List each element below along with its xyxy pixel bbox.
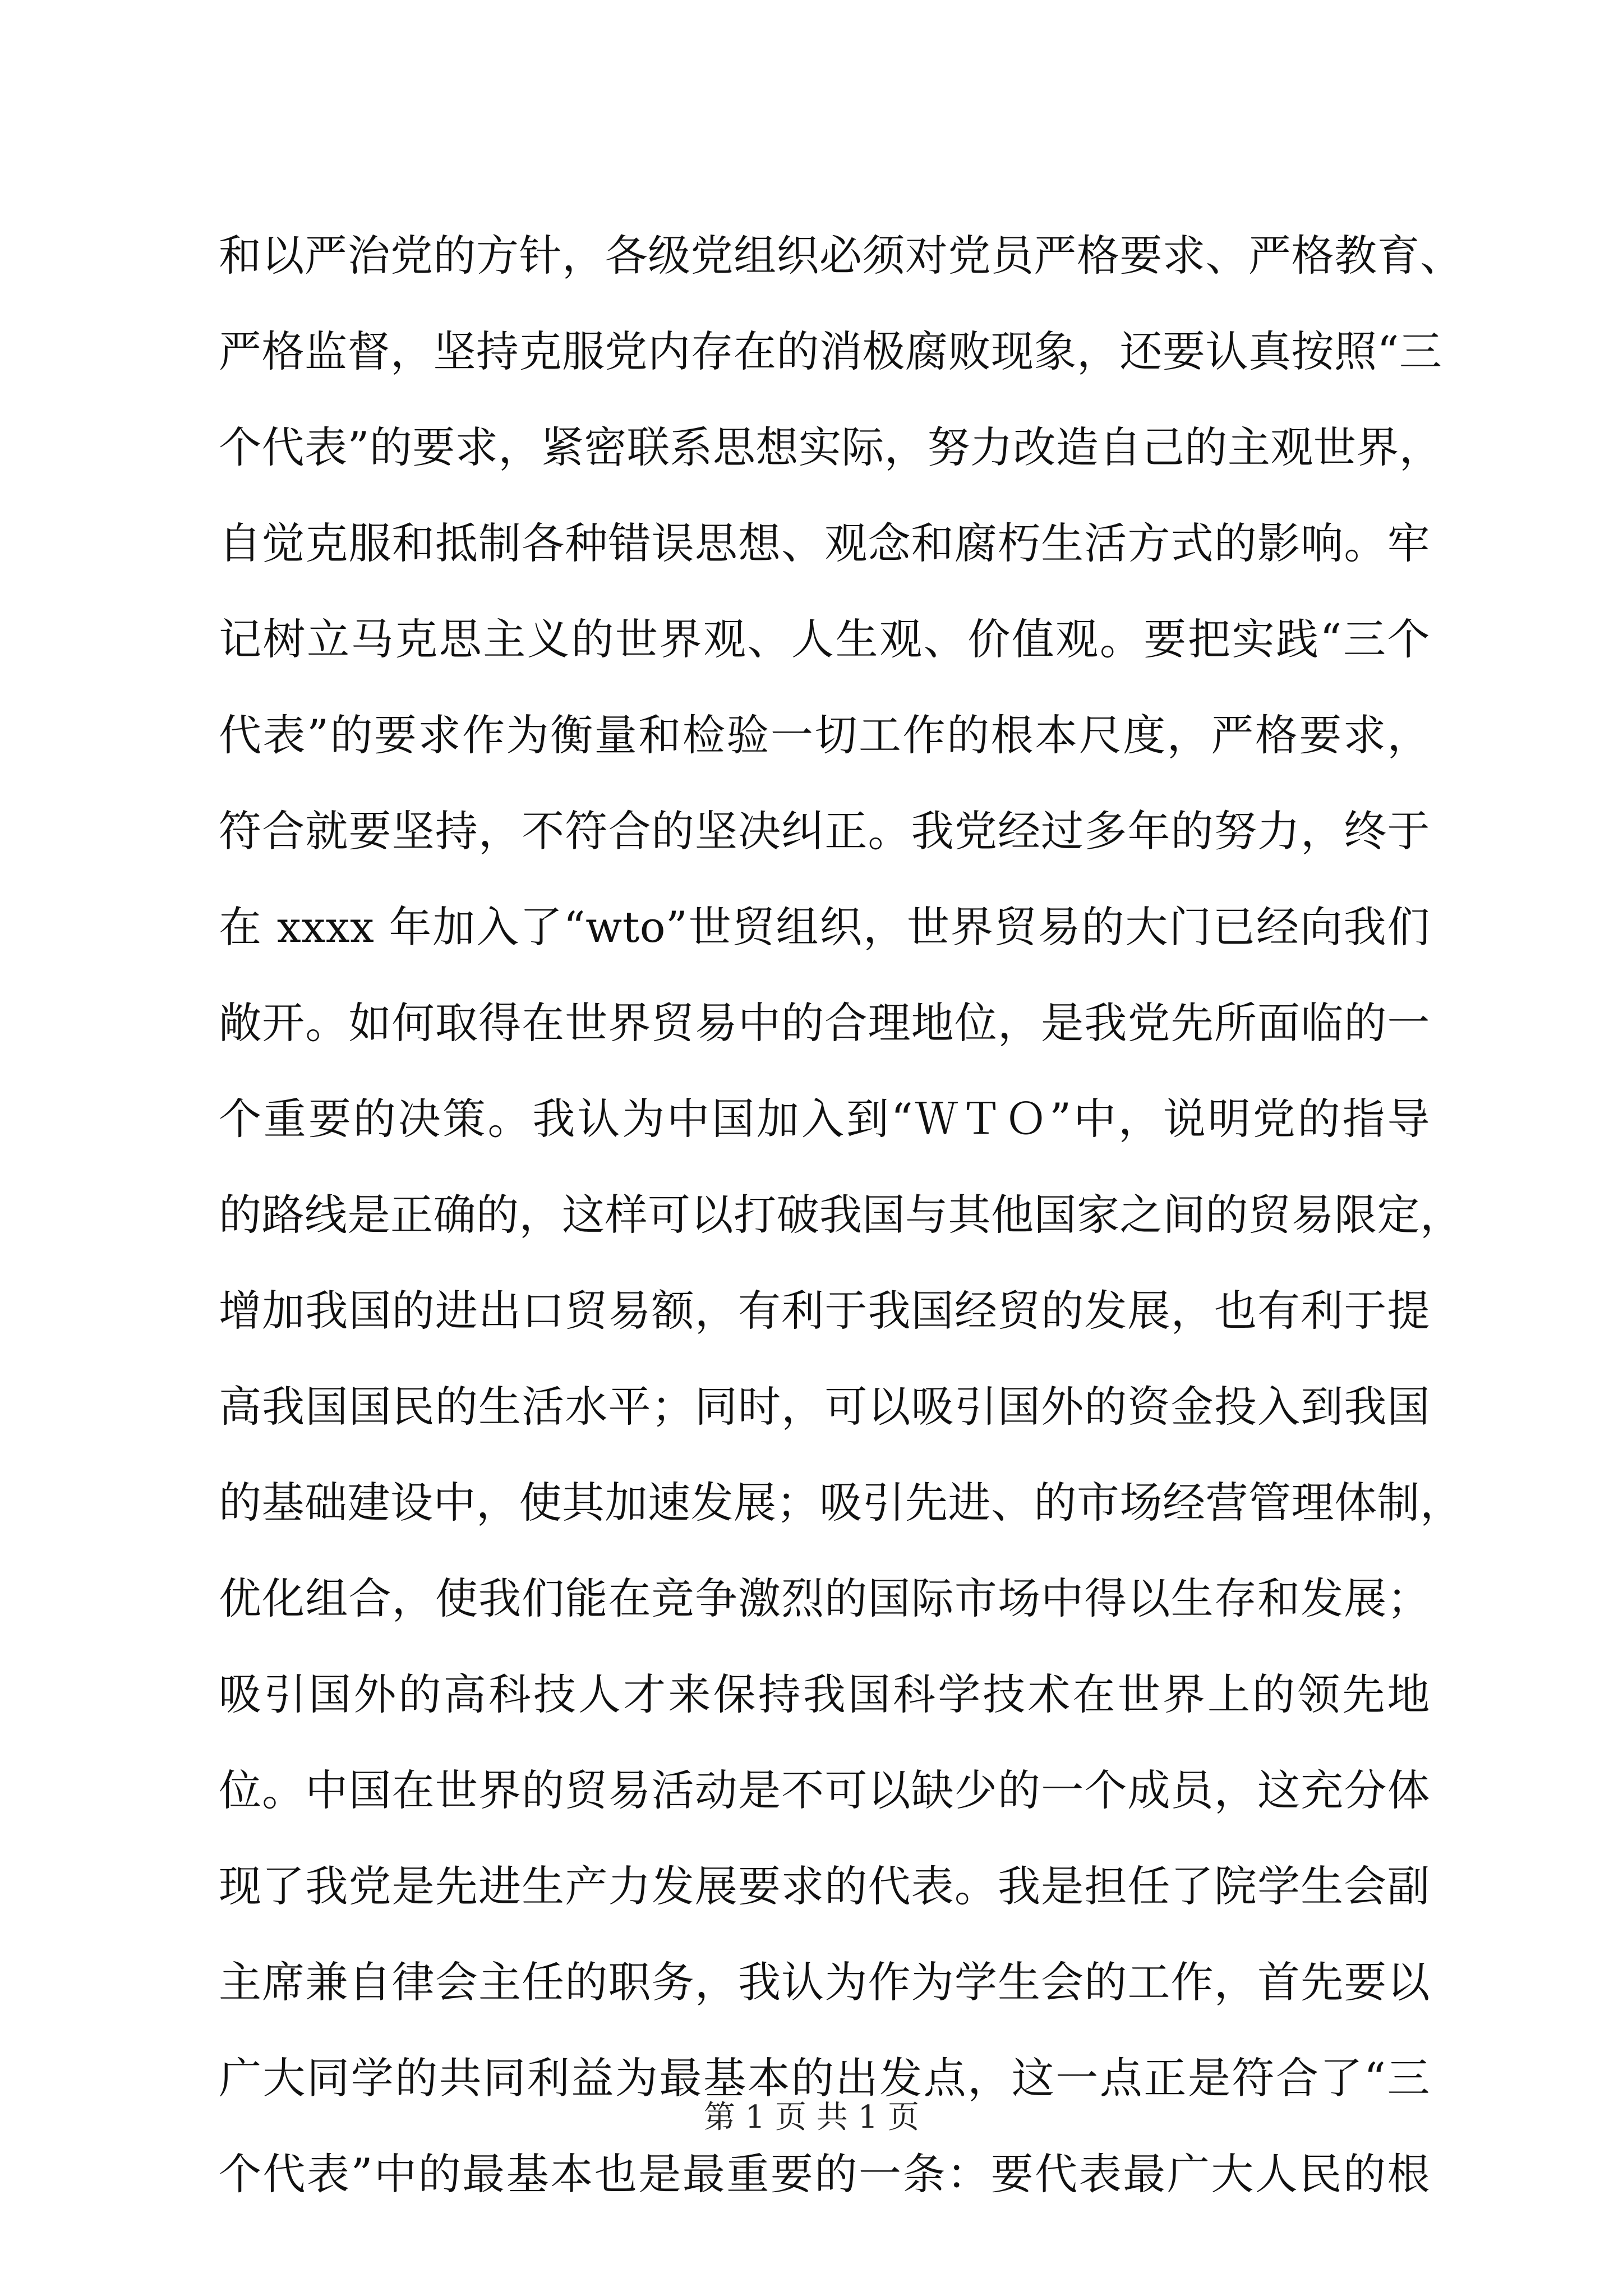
text-line: 自觉克服和抵制各种错误思想、观念和腐朽生活方式的影响。牢	[219, 518, 1430, 568]
text-line: 高我国国民的生活水平；同时，可以吸引国外的资金投入到我国	[219, 1382, 1430, 1432]
text-line: 的路线是正确的，这样可以打破我国与其他国家之间的贸易限定，	[219, 1190, 1463, 1240]
text-line: 记树立马克思主义的世界观、人生观、价值观。要把实践“三个	[219, 614, 1430, 664]
text-line: 位。中国在世界的贸易活动是不可以缺少的一个成员，这充分体	[219, 1765, 1430, 1815]
text-line: 主席兼自律会主任的职务，我认为作为学生会的工作，首先要以	[219, 1957, 1430, 2007]
text-line: 个代表”中的最基本也是最重要的一条：要代表最广大人民的根	[219, 2149, 1430, 2199]
text-line: 代表”的要求作为衡量和检验一切工作的根本尺度，严格要求，	[219, 710, 1430, 760]
text-line: 的基础建设中，使其加速发展；吸引先进、的市场经营管理体制，	[219, 1478, 1463, 1527]
text-line: 个重要的决策。我认为中国加入到“ＷＴＯ”中，说明党的指导	[219, 1094, 1430, 1144]
text-line: 个代表”的要求，紧密联系思想实际，努力改造自己的主观世界，	[219, 422, 1442, 472]
text-line: 吸引国外的高科技人才来保持我国科学技术在世界上的领先地	[219, 1669, 1430, 1719]
text-line: 增加我国的进出口贸易额，有利于我国经贸的发展，也有利于提	[219, 1286, 1430, 1336]
text-line: 严格监督，坚持克服党内存在的消极腐败现象，还要认真按照“三	[219, 326, 1442, 376]
text-line: 在 xxxx 年加入了“wto”世贸组织，世界贸易的大门已经向我们	[219, 902, 1430, 952]
body-text	[219, 208, 1463, 2222]
text-line: 优化组合，使我们能在竞争激烈的国际市场中得以生存和发展；	[219, 1573, 1430, 1623]
text-line: 现了我党是先进生产力发展要求的代表。我是担任了院学生会副	[219, 1861, 1430, 1911]
text-line: 广大同学的共同利益为最基本的出发点，这一点正是符合了“三	[219, 2053, 1430, 2103]
text-line: 和以严治党的方针，各级党组织必须对党员严格要求、严格教育、	[219, 231, 1463, 280]
page-footer: 第 1 页 共 1 页	[703, 2099, 920, 2136]
text-line: 符合就要坚持，不符合的坚决纠正。我党经过多年的努力，终于	[219, 806, 1430, 856]
text-line: 敞开。如何取得在世界贸易中的合理地位，是我党先所面临的一	[219, 998, 1430, 1048]
